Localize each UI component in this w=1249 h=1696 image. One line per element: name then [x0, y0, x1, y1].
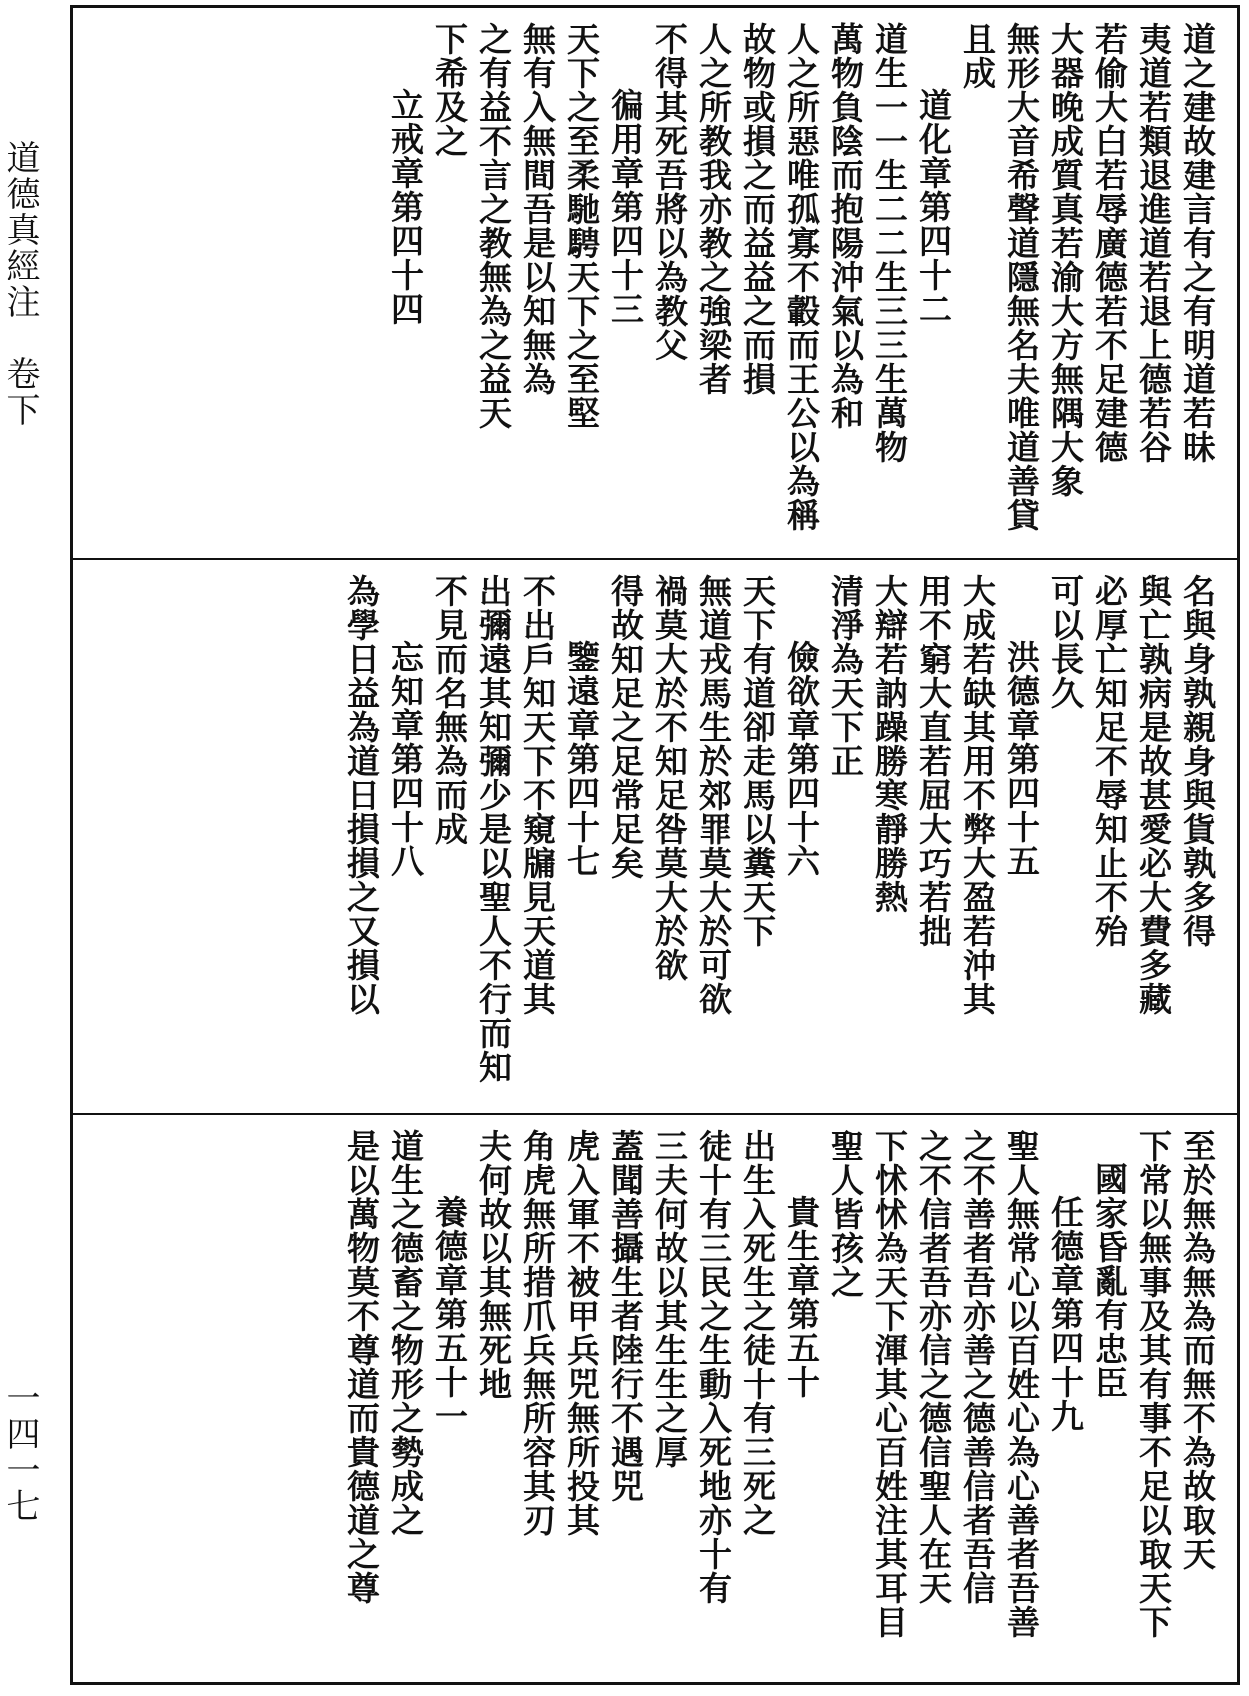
chapter-heading: 任德章第四十九: [1046, 1195, 1085, 1433]
chapter-heading: 養德章第五十一: [430, 1195, 469, 1433]
text-column: 不得其死吾將以為教父: [650, 22, 689, 362]
text-column: 名與身孰親身與貨孰多得: [1178, 574, 1217, 948]
text-columns: [91, 1129, 1219, 1676]
text-column: 徒十有三民之生動入死地亦十有: [694, 1129, 733, 1605]
text-column: 且成: [958, 22, 997, 90]
text-column: 下希及之: [430, 22, 469, 158]
text-column: 萬物負陰而抱陽沖氣以為和: [826, 22, 865, 430]
text-column: 道之建故建言有之有明道若昧: [1178, 22, 1217, 464]
text-column: 用不窮大直若屈大巧若拙: [914, 574, 953, 948]
side-title: 道德真經注 卷下: [0, 140, 40, 428]
text-column: 天下有道卻走馬以糞天下: [738, 574, 777, 948]
register-middle: [73, 558, 1237, 1113]
text-column: 無形大音希聲道隱無名夫唯道善貸: [1002, 22, 1041, 532]
chapter-heading: 道化章第四十二: [914, 88, 953, 326]
text-column: 不出戶知天下不窺牖見天道其: [518, 574, 557, 1016]
text-column: 之有益不言之教無為之益天: [474, 22, 513, 430]
text-column: 大器晚成質真若渝大方無隅大象: [1046, 22, 1085, 498]
text-columns: [91, 22, 1219, 552]
text-column: 無道戎馬生於郊罪莫大於可欲: [694, 574, 733, 1016]
text-column: 為學日益為道日損損之又損以: [342, 574, 381, 1016]
text-column: 夷道若類退進道若退上德若谷: [1134, 22, 1173, 464]
chapter-heading: 鑒遠章第四十七: [562, 640, 601, 878]
text-column: 清淨為天下正: [826, 574, 865, 778]
text-column: 不見而名無為而成: [430, 574, 469, 846]
chapter-heading: 儉欲章第四十六: [782, 640, 821, 878]
text-column: 之不善者吾亦善之德善信者吾信: [958, 1129, 997, 1605]
text-column: 可以長久: [1046, 574, 1085, 710]
text-column: 聖人皆孩之: [826, 1129, 865, 1299]
text-column: 角虎無所措爪兵無所容其刃: [518, 1129, 557, 1537]
text-column: 之不信者吾亦信之德信聖人在天: [914, 1129, 953, 1605]
text-column: 至於無為無為而無不為故取天: [1178, 1129, 1217, 1571]
text-column: 人之所教我亦教之強梁者: [694, 22, 733, 396]
page-frame: [70, 5, 1240, 1685]
text-column: 聖人無常心以百姓心為心善者吾善: [1002, 1129, 1041, 1639]
text-column: 夫何故以其無死地: [474, 1129, 513, 1401]
chapter-heading: 洪德章第四十五: [1002, 640, 1041, 878]
text-column: 天下之至柔馳騁天下之至堅: [562, 22, 601, 430]
chapter-heading: 立戒章第四十四: [386, 88, 425, 326]
text-column: 是以萬物莫不尊道而貴德道之尊: [342, 1129, 381, 1605]
page-number: 一四一七: [0, 1380, 40, 1524]
text-column: 出彌遠其知彌少是以聖人不行而知: [474, 574, 513, 1084]
text-columns: [91, 574, 1219, 1107]
text-column: 國家昏亂有忠臣: [1090, 1162, 1129, 1400]
text-column: 下怵怵為天下渾其心百姓注其耳目: [870, 1129, 909, 1639]
text-column: 必厚亡知足不辱知止不殆: [1090, 574, 1129, 948]
chapter-heading: 忘知章第四十八: [386, 640, 425, 878]
text-column: 與亡孰病是故甚愛必大費多藏: [1134, 574, 1173, 1016]
text-column: 故物或損之而益益之而損: [738, 22, 777, 396]
text-column: 出生入死生之徒十有三死之: [738, 1129, 777, 1537]
register-top: [73, 8, 1237, 558]
text-column: 道生一一生二二生三三生萬物: [870, 22, 909, 464]
chapter-heading: 徧用章第四十三: [606, 88, 645, 326]
text-column: 虎入軍不被甲兵兕無所投其: [562, 1129, 601, 1537]
text-column: 道生之德畜之物形之勢成之: [386, 1129, 425, 1537]
text-column: 三夫何故以其生生之厚: [650, 1129, 689, 1469]
text-column: 大辯若訥躁勝寒靜勝熱: [870, 574, 909, 914]
text-column: 人之所惡唯孤寡不轂而王公以為稱: [782, 22, 821, 532]
text-column: 禍莫大於不知足咎莫大於欲: [650, 574, 689, 982]
text-column: 大成若缺其用不弊大盈若沖其: [958, 574, 997, 1016]
text-column: 蓋聞善攝生者陸行不遇兕: [606, 1129, 645, 1503]
register-bottom: [73, 1113, 1237, 1682]
text-column: 若偷大白若辱廣德若不足建德: [1090, 22, 1129, 464]
text-column: 無有入無間吾是以知無為: [518, 22, 557, 396]
text-column: 下常以無事及其有事不足以取天下: [1134, 1129, 1173, 1639]
chapter-heading: 貴生章第五十: [782, 1195, 821, 1399]
text-column: 得故知足之足常足矣: [606, 574, 645, 880]
